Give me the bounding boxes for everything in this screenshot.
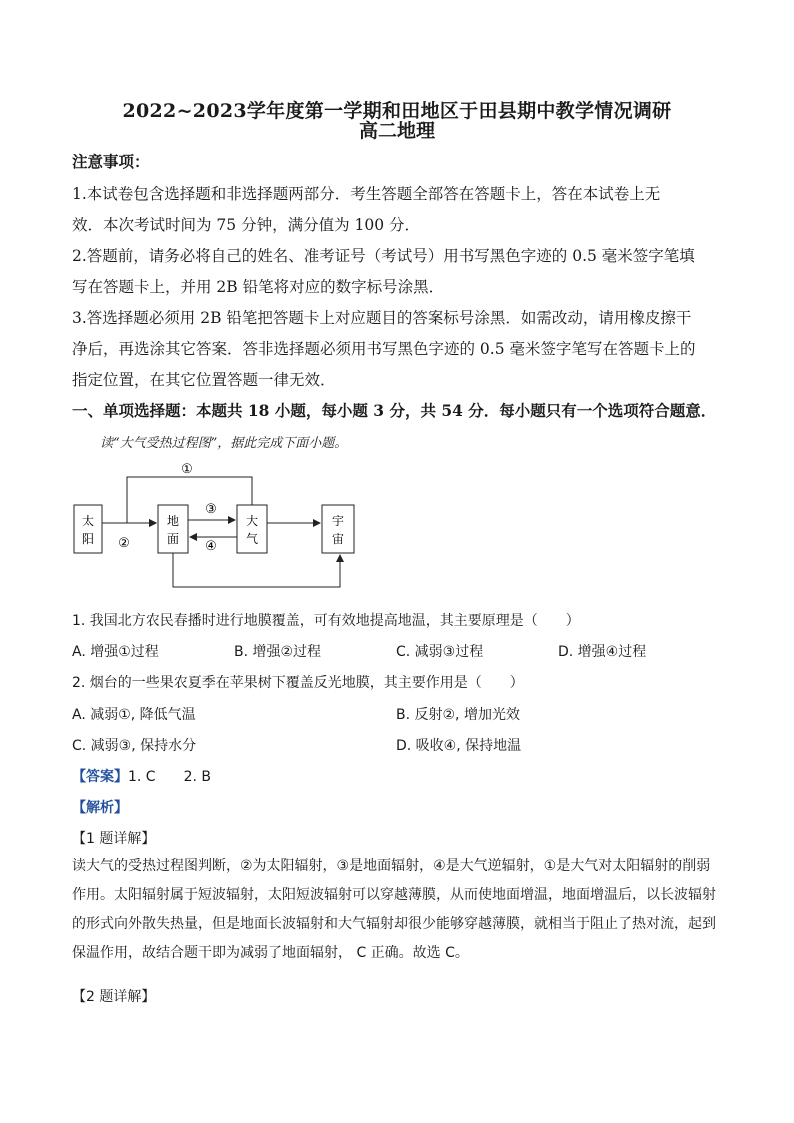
q2-detail-heading: 【2 题详解】 [72,989,156,1005]
notice-line: 净后，再选涂其它答案．答非选择题必须用书写黑色字迹的 0.5 毫米签字笔写在答题卡上的 [72,340,696,358]
svg-text:气: 气 [245,532,259,546]
q1-option-c[interactable]: C. 减弱③过程 [396,644,484,660]
q1-option-b[interactable]: B. 增强②过程 [234,644,322,660]
question-2-stem: 2. 烟台的一些果农夏季在苹果树下覆盖反光地膜，其主要作用是（ ） [72,675,524,691]
notice-line: 2.答题前，请务必将自己的姓名、准考证号（考试号）用书写黑色字迹的 0.5 毫米签字笔填 [72,247,695,265]
space-label: 宇 [331,514,345,528]
notice-line: 写在答题卡上，并用 2B 铅笔将对应的数字标号涂黑． [72,278,445,296]
q2-option-d[interactable]: D. 吸收④, 保持地温 [396,738,522,754]
ground-label: 地 [166,514,180,528]
answer-value: 1. C 2. B [128,769,211,785]
svg-text:宙: 宙 [331,532,345,546]
section-heading: 一、单项选择题：本题共 18 小题，每小题 3 分，共 54 分．每小题只有一个选项符合题意． [72,401,717,420]
svg-text:阳: 阳 [81,532,95,546]
label-4: ④ [205,539,217,554]
q1-detail-heading: 【1 题详解】 [72,831,156,847]
notice-line: 指定位置，在其它位置答题一律无效． [72,371,336,389]
answer-line [72,766,211,786]
subject-title: 高二地理 [358,120,435,142]
svg-text:面: 面 [166,532,180,546]
notice-line: 1.本试卷包含选择题和非选择题两部分．考生答题全部答在答题卡上，答在本试卷上无 [72,185,661,203]
answer-tag: 【答案】 [72,769,128,785]
q2-option-a[interactable]: A. 减弱①, 降低气温 [72,707,196,723]
q1-detail-text: 读大气的受热过程图判断，②为太阳辐射，③是地面辐射，④是大气逆辐射，①是大气对太阳辐射的削弱作用。太阳辐射属于短波辐射，太阳短波辐射可以穿越薄膜，从而使地面增温，地面增温后，以长波辐射的形式向外散失热量，但是地面长波辐射和大气辐射却很少能够穿越薄膜，就相当于阻止了热对流，起到保温作用，故结合题干即为减弱了地面辐射， C 正确。故选 C。 [72,858,716,961]
atmosphere-label: 大 [245,514,259,528]
sun-label: 太 [81,514,95,528]
question-1-stem: 1. 我国北方农民春播时进行地膜覆盖，可有效地提高地温，其主要原理是（ ） [72,613,580,629]
exam-title: 2022~2023学年度第一学期和田地区于田县期中教学情况调研 [122,100,672,122]
label-1: ① [181,462,193,477]
notice-line: 3.答选择题必须用 2B 铅笔把答题卡上对应题目的答案标号涂黑．如需改动，请用橡皮擦干 [72,309,692,327]
notice-line: 效．本次考试时间为 75 分钟，满分值为 100 分． [72,216,421,234]
figure-caption: 读“大气受热过程图”，据此完成下面小题。 [100,436,348,451]
atmosphere-heating-diagram [72,455,372,595]
analysis-tag: 【解析】 [72,800,128,816]
label-3: ③ [205,502,217,517]
notice-heading: 注意事项： [72,152,150,171]
label-2: ② [118,536,130,551]
q2-option-b[interactable]: B. 反射②, 增加光效 [396,707,520,723]
q2-option-c[interactable]: C. 减弱③, 保持水分 [72,738,197,754]
q1-option-d[interactable]: D. 增强④过程 [558,644,647,660]
q1-option-a[interactable]: A. 增强①过程 [72,644,159,660]
